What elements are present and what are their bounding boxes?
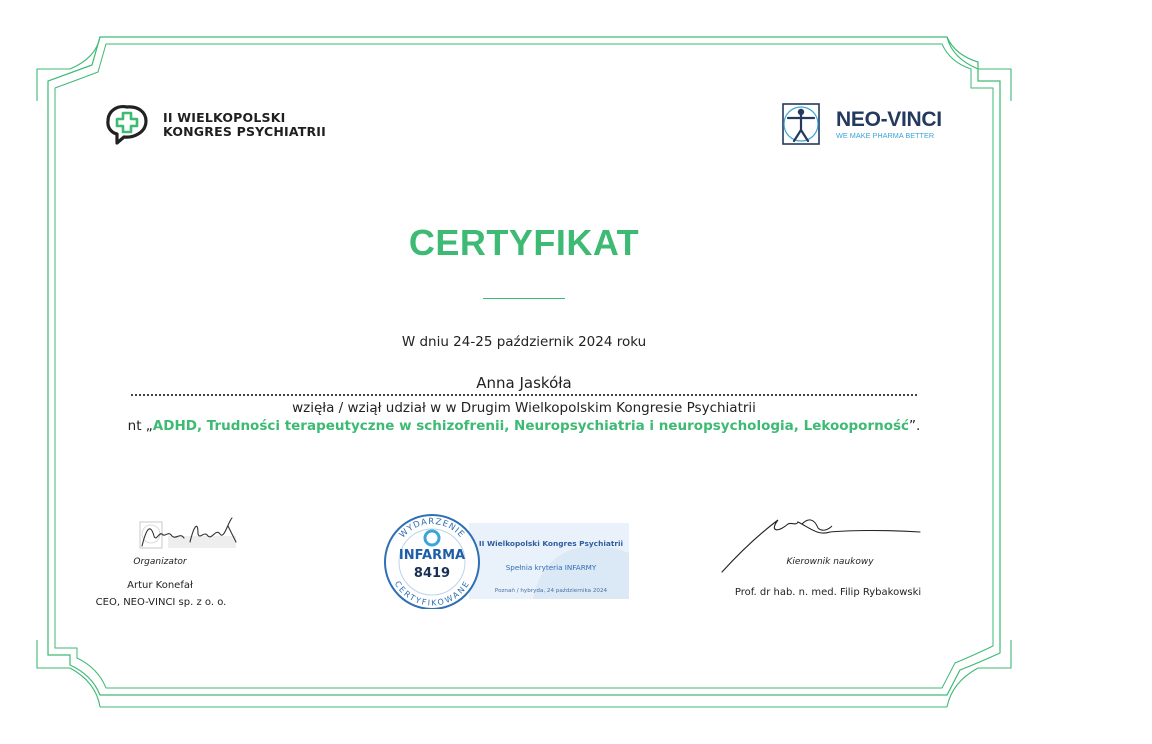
date-line: W dniu 24-25 październik 2024 roku: [401, 334, 647, 350]
scientific-head-role: Kierownik naukowy: [786, 557, 874, 567]
vitruvian-man-icon: [780, 101, 822, 147]
congress-logo: [103, 103, 326, 147]
certificate-title: CERTYFIKAT: [408, 222, 640, 263]
topic-text: ADHD, Trudności terapeutyczne w schizofrenii, Neuropsychiatria i neuropsychologia, Lekooporność: [152, 418, 910, 434]
title-underline: [483, 298, 565, 299]
name-dotted-line: [131, 394, 917, 396]
organizer-role: Organizator: [133, 557, 187, 567]
badge-arc-top: WYDARZENIE: [397, 516, 467, 541]
neo-vinci-logo: [780, 101, 942, 147]
badge-brand: INFARMA: [398, 548, 466, 563]
congress-name-line2: KONGRES PSYCHIATRII: [163, 124, 327, 139]
badge-arc-bottom: CERTYFIKOWANE: [392, 579, 472, 608]
organizer-title: CEO, NEO-VINCI sp. z o. o.: [95, 597, 227, 608]
participant-name: Anna Jaskóła: [476, 374, 572, 392]
organizer-signature: [132, 512, 244, 554]
participation-line: wzięła / wziął udział w w Drugim Wielkopolskim Kongresie Psychiatrii: [292, 400, 756, 416]
badge-event: II Wielkopolski Kongres Psychiatrii: [478, 539, 624, 548]
badge-location-date: Poznań / hybryda, 24 października 2024: [494, 588, 608, 594]
scientific-head-name: Prof. dr hab. n. med. Filip Rybakowski: [734, 587, 922, 598]
organizer-name: Artur Konefał: [127, 580, 193, 591]
badge-criteria: Spełnia kryteria INFARMY: [505, 563, 597, 572]
congress-name-line1: II WIELKOPOLSKI: [163, 110, 286, 125]
infarma-badge: [383, 513, 633, 609]
topic-suffix: ”.: [909, 418, 921, 434]
badge-number: 8419: [413, 566, 451, 581]
topic-prefix: nt „: [127, 418, 153, 434]
brain-cross-icon: [103, 103, 151, 147]
topic-line: [0, 418, 1048, 434]
brand-name: NEO-VINCI: [836, 107, 942, 131]
brand-tagline: WE MAKE PHARMA BETTER: [836, 130, 935, 140]
